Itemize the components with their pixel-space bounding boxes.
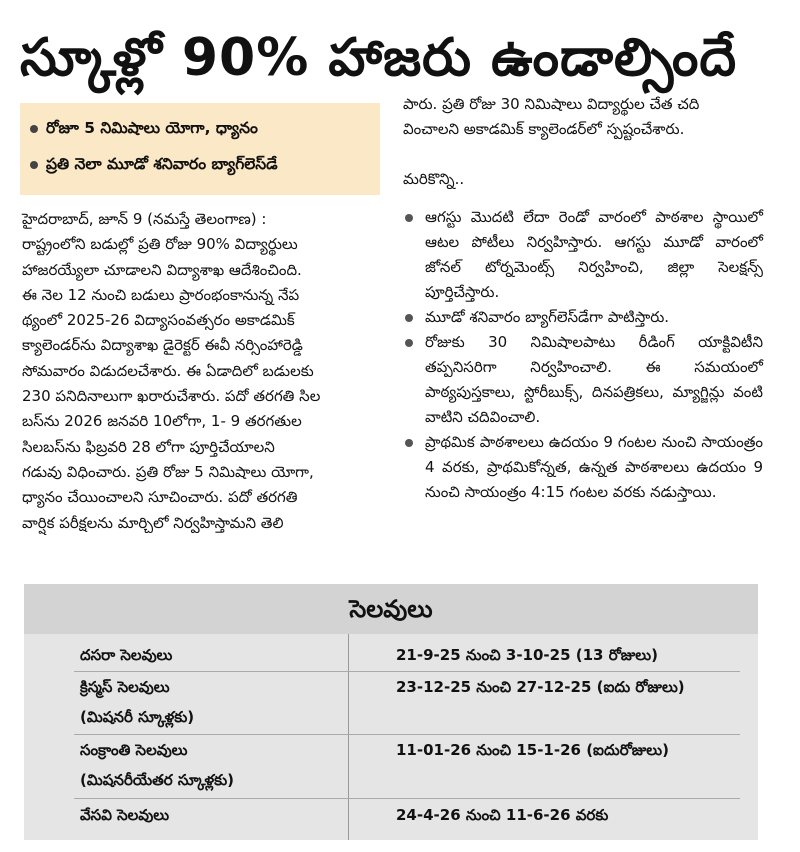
holiday-name: క్రిస్మస్ సెలవులు [80, 678, 170, 696]
row-divider [74, 671, 740, 672]
holiday-dates: 23-12-25 నుంచి 27-12-25 (ఐదు రోజులు) [396, 678, 685, 696]
holidays-title: సెలవులు [24, 584, 758, 634]
list-item [403, 305, 763, 330]
highlights-box [20, 103, 380, 195]
article-line: గడువు విధించారు. ప్రతి రోజు 5 నిమిషాలు యోగా, [22, 462, 314, 481]
holiday-note: (మిషనరీయేతర స్కూళ్లకు) [80, 771, 234, 789]
list-item-text: మూడో శనివారం బ్యాగ్‌లెస్‌డేగా పాటిస్తారు. [425, 308, 670, 326]
bullet-list [403, 205, 763, 505]
holidays-table [24, 584, 758, 840]
highlight-item [30, 155, 278, 177]
article-line: 230 పనిదినాలుగా ఖరారుచేశారు. పదో తరగతి సిల [22, 387, 321, 406]
article-line: వించాలని అకాడమిక్ క్యాలెండర్‌లో స్పష్టంచేశారు. [403, 120, 685, 139]
bullet-icon [405, 314, 413, 322]
column-divider [348, 634, 349, 840]
article-line: సోమవారం విడుదలచేశారు. ఈ ఏడాదిలో బడులకు [22, 361, 314, 380]
holiday-dates: 24-4-26 నుంచి 11-6-26 వరకు [396, 806, 609, 824]
article-line: ధ్యానం చేయించాలని సూచించారు. పదో తరగతి [22, 488, 298, 507]
list-item [403, 205, 763, 305]
holiday-note: (మిషనరీ స్కూళ్లకు) [80, 708, 195, 726]
list-item [403, 330, 763, 430]
highlight-item [30, 119, 258, 141]
list-item-text: రోజుకు 30 నిమిషాలపాటు రీడింగ్ యాక్టివిటీని తప్పనిసరిగా నిర్వహించాలి. ఈ సమయంలో పాఠ్యపుస్తకాలు, స్టోరీబుక్స్, దినపత్రికలు, మ్యాగ్జిన్లు వంటి వాటిని చదివించాలి. [425, 333, 763, 426]
article-line: హైదరాబాద్, జూన్ 9 (నమస్తే తెలంగాణ) : [22, 210, 267, 228]
article-right-column [403, 92, 761, 143]
holiday-dates: 11-01-26 నుంచి 15-1-26 (ఐదురోజులు) [396, 741, 669, 759]
article-left-column [22, 207, 386, 536]
holiday-name: దసరా సెలవులు [80, 646, 173, 664]
bullet-icon [30, 161, 38, 169]
article-line: వార్షిక పరీక్షలను మార్చిలో నిర్వహిస్తామని తెలి [22, 513, 284, 532]
more-label: మరికొన్ని.. [403, 170, 465, 188]
article-line: హాజరయ్యేలా చూడాలని విద్యాశాఖ ఆదేశించింది. [22, 260, 302, 279]
bullet-icon [30, 125, 38, 133]
list-item-text: ఆగస్టు మొదటి లేదా రెండో వారంలో పాఠశాల స్థాయిలో ఆటల పోటీలు నిర్వహిస్తారు. ఆగస్టు మూడో వారంలో జోనల్ టోర్నమెంట్స్ నిర్వహించి, జిల్లా సెలక్షన్స్ పూర్తిచేస్తారు. [425, 208, 763, 301]
article-line: పారు. ప్రతి రోజు 30 నిమిషాలు విద్యార్థుల చేత చది [403, 95, 700, 113]
list-item [403, 430, 763, 505]
article-line: థ్యంలో 2025-26 విద్యాసంవత్సరం అకాడమిక్ [22, 311, 295, 330]
article-line: క్యాలెండర్‌ను విద్యాశాఖ డైరెక్టర్ ఈవీ నర్సింహారెడ్డి [22, 336, 303, 355]
bullet-icon [405, 439, 413, 447]
holiday-name: వేసవి సెలవులు [80, 806, 170, 824]
holiday-dates: 21-9-25 నుంచి 3-10-25 (13 రోజులు) [396, 646, 658, 664]
highlight-text: ప్రతి నెలా మూడో శనివారం బ్యాగ్‌లెస్‌డే [46, 155, 278, 173]
holiday-name: సంక్రాంతి సెలవులు [80, 741, 188, 759]
article-line: ఈ నెల 12 నుంచి బడులు ప్రారంభంకానున్న నేప [22, 285, 300, 304]
article-line: బస్‌ను 2026 జనవరి 10లోగా, 1- 9 తరగతుల [22, 412, 302, 431]
bullet-icon [405, 214, 413, 222]
article-line: రాష్ట్రంలోని బడుల్లో ప్రతి రోజు 90% విద్యార్థులు [22, 235, 298, 254]
row-divider [74, 798, 740, 799]
row-divider [74, 734, 740, 735]
bullet-icon [405, 339, 413, 347]
headline: స్కూళ్లో 90% హాజరు ఉండాల్సిందే [20, 28, 738, 88]
list-item-text: ప్రాథమిక పాఠశాలలు ఉదయం 9 గంటల నుంచి సాయంత్రం 4 వరకు, ప్రాథమికోన్నత, ఉన్నత పాఠశాలలు ఉదయం 9 నుంచి సాయంత్రం 4:15 గంటల వరకు నడుస్తాయి. [425, 433, 763, 501]
highlight-text: రోజూ 5 నిమిషాలు యోగా, ధ్యానం [46, 119, 258, 137]
article-line: సిలబస్‌ను ఫిబ్రవరి 28 లోగా పూర్తిచేయాలని [22, 437, 275, 456]
